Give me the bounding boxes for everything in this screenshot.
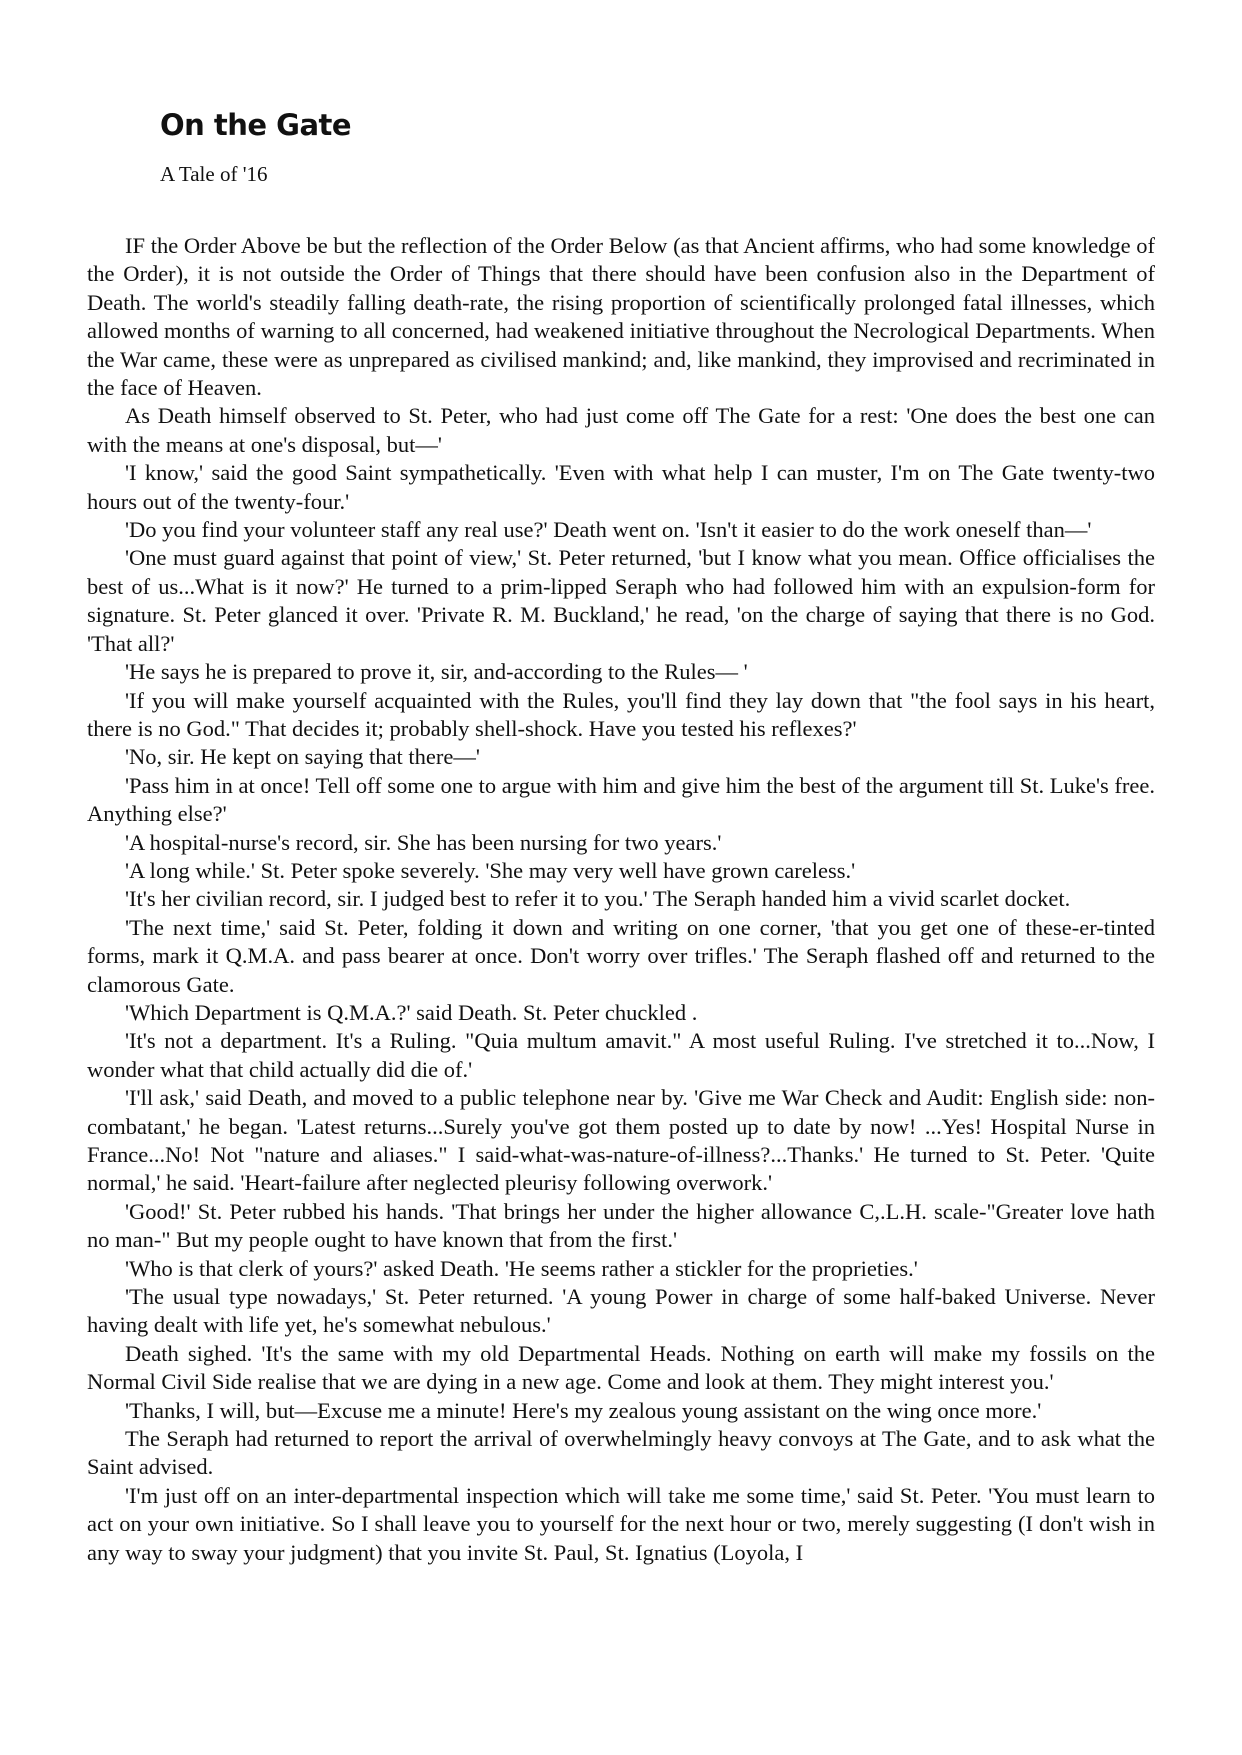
story-body: [87, 232, 1155, 1567]
paragraph: 'Do you find your volunteer staff any real use?' Death went on. 'Isn't it easier to do the work oneself than—': [125, 517, 1092, 543]
paragraph: Death sighed. 'It's the same with my old Departmental Heads. Nothing on earth will make my fossils on the Normal Civil Side realise that we are dying in a new age. Come and look at them. They might interest you.': [87, 1340, 1155, 1395]
paragraph: 'One must guard against that point of view,' St. Peter returned, 'but I know what you mean. Office officialises the best of us...What is it now?' He turned to a prim-lipped Seraph who had followed him with an expulsion-form for signature. St. Peter glanced it over. 'Private R. M. Buckland,' he read, 'on the charge of saying that there is no God. 'That all?': [87, 545, 1155, 656]
paragraph: 'I know,' said the good Saint sympathetically. 'Even with what help I can muster, I'm on The Gate twenty-two hours out of the twenty-four.': [87, 460, 1155, 514]
paragraph: 'The next time,' said St. Peter, folding it down and writing on one corner, 'that you get one of these-er-tinted forms, mark it Q.M.A. and pass bearer at once. Don't worry over trifles.' The Seraph flashed off and returned to the clamorous Gate.: [87, 914, 1155, 997]
paragraph: 'The usual type nowadays,' St. Peter returned. 'A young Power in charge of some half-baked Universe. Never having dealt with life yet, he's somewhat nebulous.': [87, 1284, 1155, 1338]
paragraph: IF the Order Above be but the reflection of the Order Below (as that Ancient affirms, who had some knowledge of the Order), it is not outside the Order of Things that there should have been confusion also in the Department of Death. The world's steadily falling death-rate, the rising proportion of scientifically prolonged fatal illnesses, which allowed months of warning to all concerned, had weakened initiative throughout the Necrological Departments. When the War came, these were as unprepared as civilised mankind; and, like mankind, they improvised and recriminated in the face of Heaven.: [87, 233, 1155, 401]
paragraph: As Death himself observed to St. Peter, who had just come off The Gate for a rest: 'One does the best one can with the means at one's disposal, but—': [87, 403, 1155, 457]
paragraph: 'I'll ask,' said Death, and moved to a public telephone near by. 'Give me War Check and Audit: English side: non-combatant,' he began. 'Latest returns...Surely you've got them posted up to date by now! ...Yes! Hospital Nurse in France...No! Not "nature and aliases." I said-what-was-nature-of-illness?...Thanks.' He turned to St. Peter. 'Quite normal,' he said. 'Heart-failure after neglected pleurisy following overwork.': [87, 1085, 1155, 1196]
paragraph: 'Thanks, I will, but—Excuse me a minute! Here's my zealous young assistant on the wing once more.': [125, 1397, 1042, 1423]
paragraph: 'It's not a department. It's a Ruling. "Quia multum amavit." A most useful Ruling. I've stretched it to...Now, I wonder what that child actually did die of.': [87, 1028, 1155, 1082]
paragraph: 'A long while.' St. Peter spoke severely. 'She may very well have grown careless.': [125, 857, 856, 883]
paragraph: 'A hospital-nurse's record, sir. She has been nursing for two years.': [125, 829, 722, 855]
paragraph: 'Good!' St. Peter rubbed his hands. 'That brings her under the higher allowance C,.L.H. scale-"Greater love hath no man-" But my people ought to have known that from the first.': [87, 1198, 1155, 1253]
paragraph: 'If you will make yourself acquainted with the Rules, you'll find they lay down that "the fool says in his heart, there is no God." That decides it; probably shell-shock. Have you tested his reflexes?': [87, 687, 1155, 741]
page-subtitle: A Tale of '16: [160, 162, 268, 186]
paragraph: 'Which Department is Q.M.A.?' said Death. St. Peter chuckled .: [125, 999, 698, 1025]
page-title: On the Gate: [160, 108, 352, 142]
paragraph: 'He says he is prepared to prove it, sir, and-according to the Rules— ': [125, 659, 748, 685]
paragraph: 'I'm just off on an inter-departmental inspection which will take me some time,' said St. Peter. 'You must learn to act on your own initiative. So I shall leave you to yourself for the next hour or two, merely suggesting (I don't wish in any way to sway your judgment) that you invite St. Paul, St. Ignatius (Loyola, I: [87, 1482, 1155, 1565]
paragraph: The Seraph had returned to report the arrival of overwhelmingly heavy convoys at The Gate, and to ask what the Saint advised.: [87, 1426, 1155, 1480]
paragraph: 'Who is that clerk of yours?' asked Death. 'He seems rather a stickler for the proprieties.': [125, 1255, 918, 1281]
paragraph: 'No, sir. He kept on saying that there—': [125, 744, 480, 770]
paragraph: 'It's her civilian record, sir. I judged best to refer it to you.' The Seraph handed him a vivid scarlet docket.: [125, 886, 1071, 912]
paragraph: 'Pass him in at once! Tell off some one to argue with him and give him the best of the argument till St. Luke's free. Anything else?': [87, 772, 1155, 827]
